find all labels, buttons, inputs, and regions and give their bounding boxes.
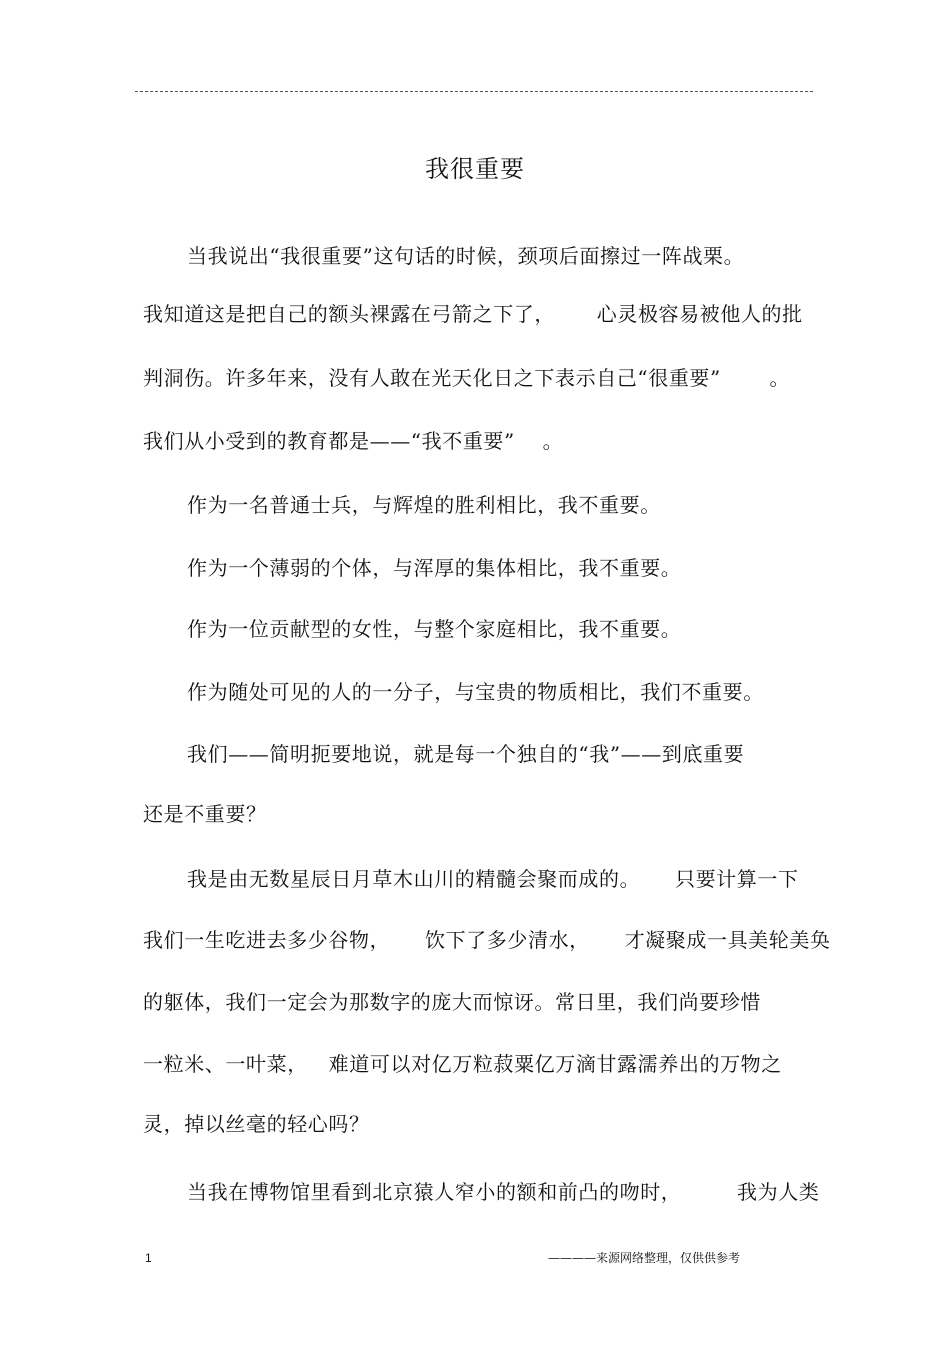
paragraph-line: 当我说出“我很重要”这句话的时候，颈项后面擦过一阵战栗。 — [187, 244, 745, 268]
paragraph-line: 作为随处可见的人的一分子，与宝贵的物质相比，我们不重要。 — [187, 680, 764, 704]
paragraph-line: 还是不重要？ — [143, 802, 267, 826]
paragraph-line: 我们从小受到的教育都是——“我不重要” 。 — [143, 429, 564, 453]
paragraph-line: 一粒米、一叶菜， 难道可以对亿万粒菽粟亿万滴甘露濡养出的万物之 — [143, 1052, 782, 1076]
paragraph-line: 我们——简明扼要地说，就是每一个独自的“我”——到底重要 — [187, 742, 745, 766]
paragraph-line: 的躯体，我们一定会为那数字的庞大而惊讶。常日里，我们尚要珍惜 — [143, 990, 761, 1014]
page-title: 我很重要 — [425, 155, 525, 183]
paragraph-line: 作为一名普通士兵，与辉煌的胜利相比，我不重要。 — [187, 493, 661, 517]
paragraph-line: 我知道这是把自己的额头裸露在弓箭之下了， 心灵极容易被他人的批 — [143, 302, 803, 326]
page-number: 1 — [145, 1251, 152, 1265]
footer-note: ————来源网络整理，仅供供参考 — [548, 1251, 741, 1265]
paragraph-line: 我们一生吃进去多少谷物， 饮下了多少清水， 才凝聚成一具美轮美奂 — [143, 928, 831, 952]
paragraph-line: 作为一个薄弱的个体，与浑厚的集体相比，我不重要。 — [187, 556, 682, 580]
paragraph-line: 判洞伤。许多年来，没有人敢在光天化日之下表示自己“很重要” 。 — [143, 366, 791, 390]
paragraph-line: 灵，掉以丝毫的轻心吗？ — [143, 1112, 370, 1136]
paragraph-line: 作为一位贡献型的女性，与整个家庭相比，我不重要。 — [187, 617, 682, 641]
paragraph-line: 当我在博物馆里看到北京猿人窄小的额和前凸的吻时， 我为人类 — [187, 1180, 820, 1204]
header-rule — [135, 91, 813, 92]
paragraph-line: 我是由无数星辰日月草木山川的精髓会聚而成的。 只要计算一下 — [187, 867, 799, 891]
